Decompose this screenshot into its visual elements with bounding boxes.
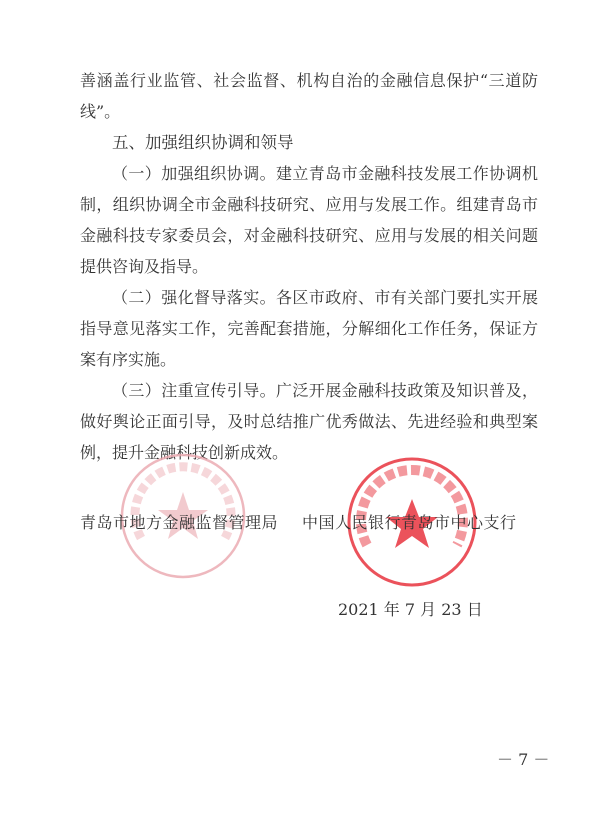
paragraph-line: （一）加强组织协调。建立青岛市金融科技发展工作协调机	[112, 164, 538, 183]
paragraph-line: （二）强化督导落实。各区市政府、市有关部门要扎实开展	[112, 288, 538, 307]
paragraph-line: 案有序实施。	[80, 350, 177, 369]
paragraph-line: 提供咨询及指导。	[80, 257, 209, 276]
paragraph-line: （三）注重宣传引导。广泛开展金融科技政策及知识普及，	[112, 381, 538, 400]
paragraph-line: 指导意见落实工作，完善配套措施，分解细化工作任务，保证方	[80, 319, 538, 338]
paragraph-line: 线”。	[80, 102, 121, 121]
paragraph-line: 做好舆论正面引导，及时总结推广优秀做法、先进经验和典型案	[80, 412, 538, 431]
paragraph-line: 制，组织协调全市金融科技研究、应用与发展工作。组建青岛市	[80, 195, 538, 214]
section-heading: 五、加强组织协调和领导	[112, 133, 294, 152]
paragraph-line: 例，提升金融科技创新成效。	[80, 443, 289, 462]
paragraph-line: 善涵盖行业监管、社会监督、机构自治的金融信息保护“三道防	[80, 71, 538, 90]
page-number: － 7 －	[497, 750, 550, 769]
signature-left-org: 青岛市地方金融监督管理局	[80, 513, 279, 532]
signature-right-org: 中国人民银行青岛市中心支行	[302, 513, 517, 532]
document-date: 2021 年 7 月 23 日	[338, 600, 483, 619]
paragraph-line: 金融科技专家委员会，对金融科技研究、应用与发展的相关问题	[80, 226, 538, 245]
